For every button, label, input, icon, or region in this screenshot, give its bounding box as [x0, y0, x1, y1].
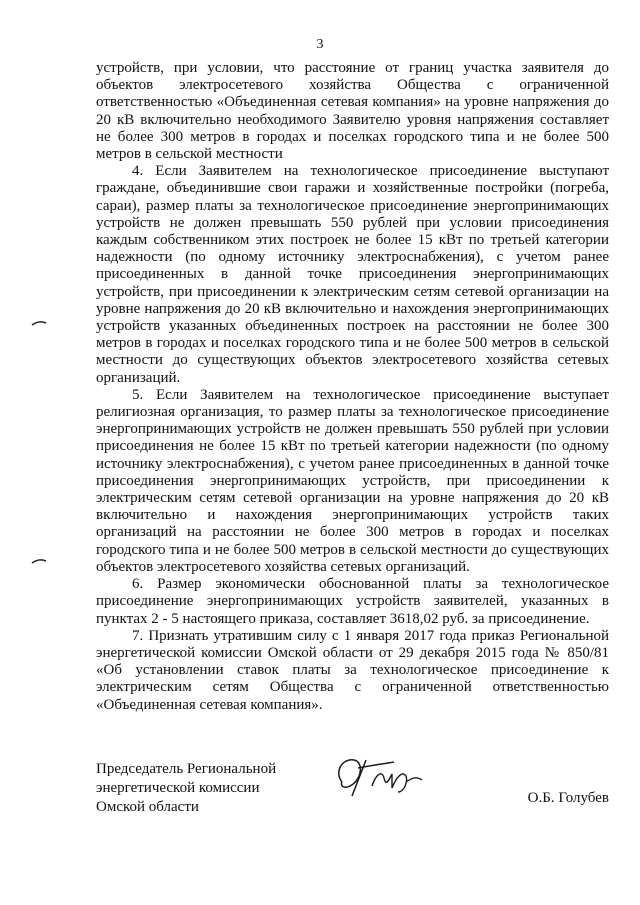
margin-mark	[30, 556, 48, 566]
signatory-title	[96, 760, 276, 817]
signature-block	[96, 760, 609, 820]
page-number: 3	[316, 37, 324, 52]
signatory-title-line: Председатель Региональной	[96, 761, 277, 777]
signatory-title-line: Омской области	[96, 799, 199, 815]
paragraph-continuation: устройств, при условии, что расстояние от границ участка заявителя до объектов электросетевого хозяйства Общества с ограниченной ответственностью «Объединенная сетевая компания» на уровне напряжения до 20 кВ включительно необходимого Заявителю уровня напряжения составляет не более 300 метров в городах и поселках городского типа и не более 500 метров в сельской местности	[96, 60, 609, 163]
paragraph-item-4: 4. Если Заявителем на технологическое присоединение выступают граждане, объединившие свои гаражи и хозяйственные постройки (погреба, сараи), размер платы за технологическое присоединение энергопринимающих устройств не должен превышать 550 рублей при условии присоединения каждым собственником этих построек не более 15 кВт по третьей категории надежности (по одному источнику электроснабжения), с учетом ранее присоединенных в данной точке присоединения энергопринимающих устройств, при присоединении к электрическим сетям сетевой организации на уровне напряжения до 20 кВ включительно и нахождения энергопринимающих устройств указанных объединенных построек на расстоянии не более 300 метров в городах и поселках городского типа и не более 500 метров в сельской местности до существующих объектов электросетевого хозяйства сетевых организаций.	[96, 163, 609, 386]
paragraph-item-5: 5. Если Заявителем на технологическое присоединение выступает религиозная организация, то размер платы за технологическое присоединение энергопринимающих устройств не должен превышать 550 рублей при условии присоединения не более 15 кВт по третьей категории надежности (по одному источнику электроснабжения), с учетом ранее присоединенных в данной точке присоединения энергопринимающих устройств, при присоединении к электрическим сетям сетевой организации на уровне напряжения до 20 кВ включительно и нахождения энергопринимающих устройств таких организаций на расстоянии не более 300 метров в городах и поселках городского типа и не более 500 метров в сельской местности до существующих объектов электросетевого хозяйства сетевых организаций.	[96, 386, 609, 575]
margin-mark	[30, 318, 48, 328]
paragraph-item-7: 7. Признать утратившим силу с 1 января 2017 года приказ Региональной энергетической комиссии Омской области от 29 декабря 2015 года № 850/81 «Об установлении ставок платы за технологическое присоединение к электрическим сетям Общества с ограниченной ответственностью «Объединенная сетевая компания».	[96, 627, 609, 713]
signatory-title-line: энергетической комиссии	[96, 780, 260, 796]
document-body	[96, 60, 609, 714]
handwritten-signature	[328, 752, 428, 804]
signatory-name: О.Б. Голубев	[527, 790, 609, 806]
paragraph-item-6: 6. Размер экономически обоснованной платы за технологическое присоединение энергопринимающих устройств заявителей, указанных в пунктах 2 - 5 настоящего приказа, составляет 3618,02 руб. за присоединение.	[96, 576, 609, 627]
